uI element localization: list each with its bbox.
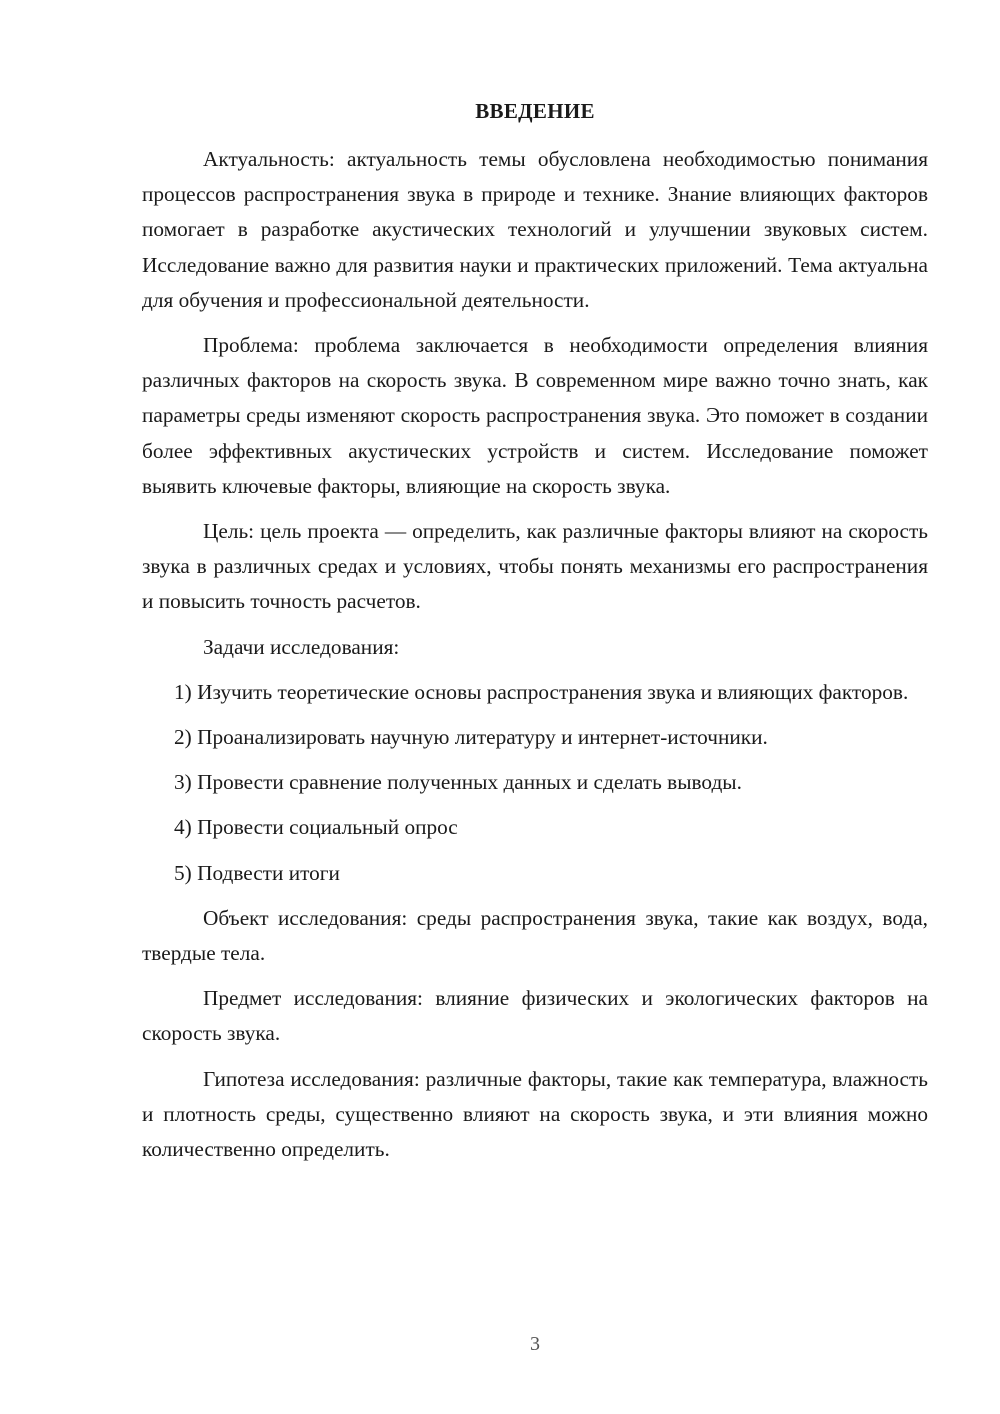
task-item-4: 4) Провести социальный опрос: [174, 815, 458, 840]
paragraph-problem: Проблема: проблема заключается в необходимости определения влияния различных факторов на скорость звука. В современном мире важно точно знать, как параметры среды изменяют скорость распространения звука. Это поможет в создании более эффективных акустических устройств и систем. Исследование поможет выявить ключевые факторы, влияющие на скорость звука.: [142, 333, 928, 498]
document-body: [142, 142, 928, 1177]
paragraph-subject: Предмет исследования: влияние физических и экологических факторов на скорость звука.: [142, 986, 928, 1046]
task-item-3: 3) Провести сравнение полученных данных и сделать выводы.: [174, 770, 742, 795]
task-item-2: 2) Проанализировать научную литературу и интернет-источники.: [174, 725, 768, 750]
paragraph-relevance: Актуальность: актуальность темы обусловлена необходимостью понимания процессов распространения звука в природе и технике. Знание влияющих факторов помогает в разработке акустических технологий и улучшении звуковых систем. Исследование важно для развития науки и практических приложений. Тема актуальна для обучения и профессиональной деятельности.: [142, 147, 928, 312]
task-item-5: 5) Подвести итоги: [174, 860, 340, 885]
paragraph-object: Объект исследования: среды распространения звука, такие как воздух, вода, твердые тела.: [142, 905, 928, 966]
paragraph-hypothesis: Гипотеза исследования: различные факторы, такие как температура, влажность и плотность среды, существенно влияют на скорость звука, и эти влияния можно количественно определить.: [142, 1066, 928, 1162]
task-item-1: 1) Изучить теоретические основы распространения звука и влияющих факторов.: [174, 679, 909, 704]
tasks-list: [142, 675, 928, 891]
tasks-heading: Задачи исследования:: [203, 634, 400, 659]
page-number: 3: [530, 1333, 540, 1355]
paragraph-goal: Цель: цель проекта — определить, как различные факторы влияют на скорость звука в различных средах и условиях, чтобы понять механизмы его распространения и повысить точность расчетов.: [142, 519, 928, 614]
page-title: ВВЕДЕНИЕ: [475, 99, 595, 123]
